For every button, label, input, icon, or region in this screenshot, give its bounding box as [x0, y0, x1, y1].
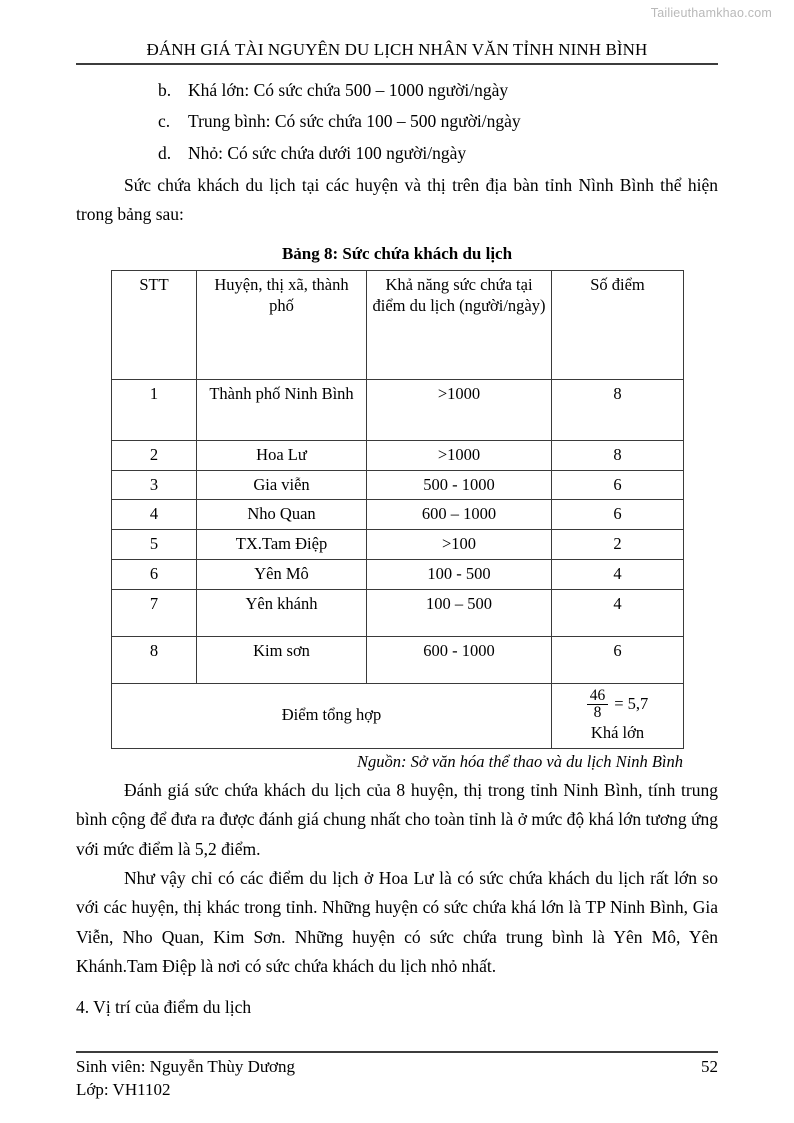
list-item-text: Nhỏ: Có sức chứa dưới 100 người/ngày	[188, 142, 467, 163]
fraction-result: = 5,7	[614, 694, 649, 714]
cell-district: Thành phố Ninh Bình	[197, 379, 367, 440]
cell-stt: 1	[112, 379, 197, 440]
watermark-text: Tailieuthamkhao.com	[650, 6, 772, 20]
table-header-row	[112, 270, 684, 379]
page-number: 52	[701, 1057, 718, 1077]
list-item-text: Trung bình: Có sức chứa 100 – 500 người/ngày	[188, 111, 521, 132]
fraction-denominator: 8	[587, 704, 609, 721]
body-paragraph-1: Đánh giá sức chứa khách du lịch của 8 huyện, thị trong tỉnh Ninh Bình, tính trung bình cộng để đưa ra được đánh giá chung nhất cho toàn tỉnh là ở mức độ khá lớn tương ứng với mức điểm là 5,2 điểm.	[76, 779, 718, 859]
cell-score: 6	[552, 636, 684, 683]
page-footer	[76, 1051, 718, 1101]
cell-score: 6	[552, 500, 684, 530]
cell-district: Yên Mô	[197, 559, 367, 589]
header-divider	[76, 63, 718, 65]
table-container	[111, 270, 683, 772]
cell-capacity: >1000	[367, 440, 552, 470]
table-row	[112, 559, 684, 589]
page-content	[76, 76, 718, 1018]
cell-district: Gia viễn	[197, 470, 367, 500]
cell-score: 6	[552, 470, 684, 500]
fraction	[587, 688, 609, 722]
cell-stt: 3	[112, 470, 197, 500]
footer-class: Lớp: VH1102	[76, 1079, 171, 1099]
cell-stt: 4	[112, 500, 197, 530]
cell-score: 4	[552, 589, 684, 636]
table-row	[112, 530, 684, 560]
table-total-row	[112, 683, 684, 748]
cell-district: Hoa Lư	[197, 440, 367, 470]
column-header-capacity: Khả năng sức chứa tại điểm du lịch (người/ngày)	[367, 270, 552, 379]
list-marker: c.	[158, 111, 171, 132]
cell-capacity: 600 - 1000	[367, 636, 552, 683]
cell-capacity: 500 - 1000	[367, 470, 552, 500]
intro-paragraph: Sức chứa khách du lịch tại các huyện và thị trên địa bàn tỉnh Nình Bình thể hiện trong bảng sau:	[76, 175, 718, 225]
list-item	[76, 107, 718, 135]
table-row	[112, 500, 684, 530]
table-caption: Bảng 8: Sức chứa khách du lịch	[281, 243, 513, 263]
column-header-district: Huyện, thị xã, thành phố	[197, 270, 367, 379]
section-heading: 4. Vị trí của điểm du lịch	[76, 997, 252, 1018]
table-row	[112, 379, 684, 440]
fraction-numerator: 46	[589, 686, 606, 704]
table-source: Nguồn: Sở văn hóa thể thao và du lịch Ninh Bình	[357, 751, 683, 771]
cell-capacity: >100	[367, 530, 552, 560]
cell-score: 8	[552, 379, 684, 440]
running-header	[76, 40, 718, 65]
total-score-cell	[552, 683, 684, 748]
cell-capacity: 100 – 500	[367, 589, 552, 636]
cell-capacity: 600 – 1000	[367, 500, 552, 530]
footer-student-name: Sinh viên: Nguyễn Thùy Dương	[76, 1057, 296, 1077]
table-row	[112, 636, 684, 683]
cell-stt: 8	[112, 636, 197, 683]
list-item-text: Khá lớn: Có sức chứa 500 – 1000 người/ngày	[188, 80, 509, 100]
cell-stt: 6	[112, 559, 197, 589]
cell-district: Nho Quan	[197, 500, 367, 530]
cell-score: 4	[552, 559, 684, 589]
table-row	[112, 440, 684, 470]
body-paragraph-2: Như vậy chỉ có các điểm du lịch ở Hoa Lư là có sức chứa khách du lịch rất lớn so với các huyện, thị khác trong tỉnh. Những huyện có sức chứa khá lớn là TP Ninh Bình, Gia Viễn, Nho Quan, Kim Sơn. Những huyện có sức chứa trung bình là Yên Mô, Yên Khánh.Tam Điệp là nơi có sức chứa khách du lịch nhỏ nhất.	[76, 867, 718, 977]
list-marker: b.	[158, 80, 172, 100]
column-header-stt: STT	[112, 270, 197, 379]
footer-divider	[76, 1051, 718, 1053]
header-title: ĐÁNH GIÁ TÀI NGUYÊN DU LỊCH NHÂN VĂN TỈNH NINH BÌNH	[146, 40, 648, 59]
cell-stt: 2	[112, 440, 197, 470]
list-item	[76, 139, 718, 167]
cell-capacity: 100 - 500	[367, 559, 552, 589]
cell-district: Yên khánh	[197, 589, 367, 636]
cell-district: TX.Tam Điệp	[197, 530, 367, 560]
cell-stt: 7	[112, 589, 197, 636]
column-header-score: Số điểm	[552, 270, 684, 379]
cell-stt: 5	[112, 530, 197, 560]
cell-score: 2	[552, 530, 684, 560]
total-label: Điểm tổng hợp	[112, 683, 552, 748]
total-rating-note: Khá lớn	[590, 722, 645, 742]
table-row	[112, 470, 684, 500]
cell-score: 8	[552, 440, 684, 470]
cell-district: Kim sơn	[197, 636, 367, 683]
list-marker: d.	[158, 142, 172, 163]
cell-capacity: >1000	[367, 379, 552, 440]
total-fraction	[555, 688, 680, 722]
footer-student-info	[76, 1056, 295, 1101]
list-item	[76, 76, 718, 104]
table-row	[112, 589, 684, 636]
capacity-table	[111, 270, 684, 749]
